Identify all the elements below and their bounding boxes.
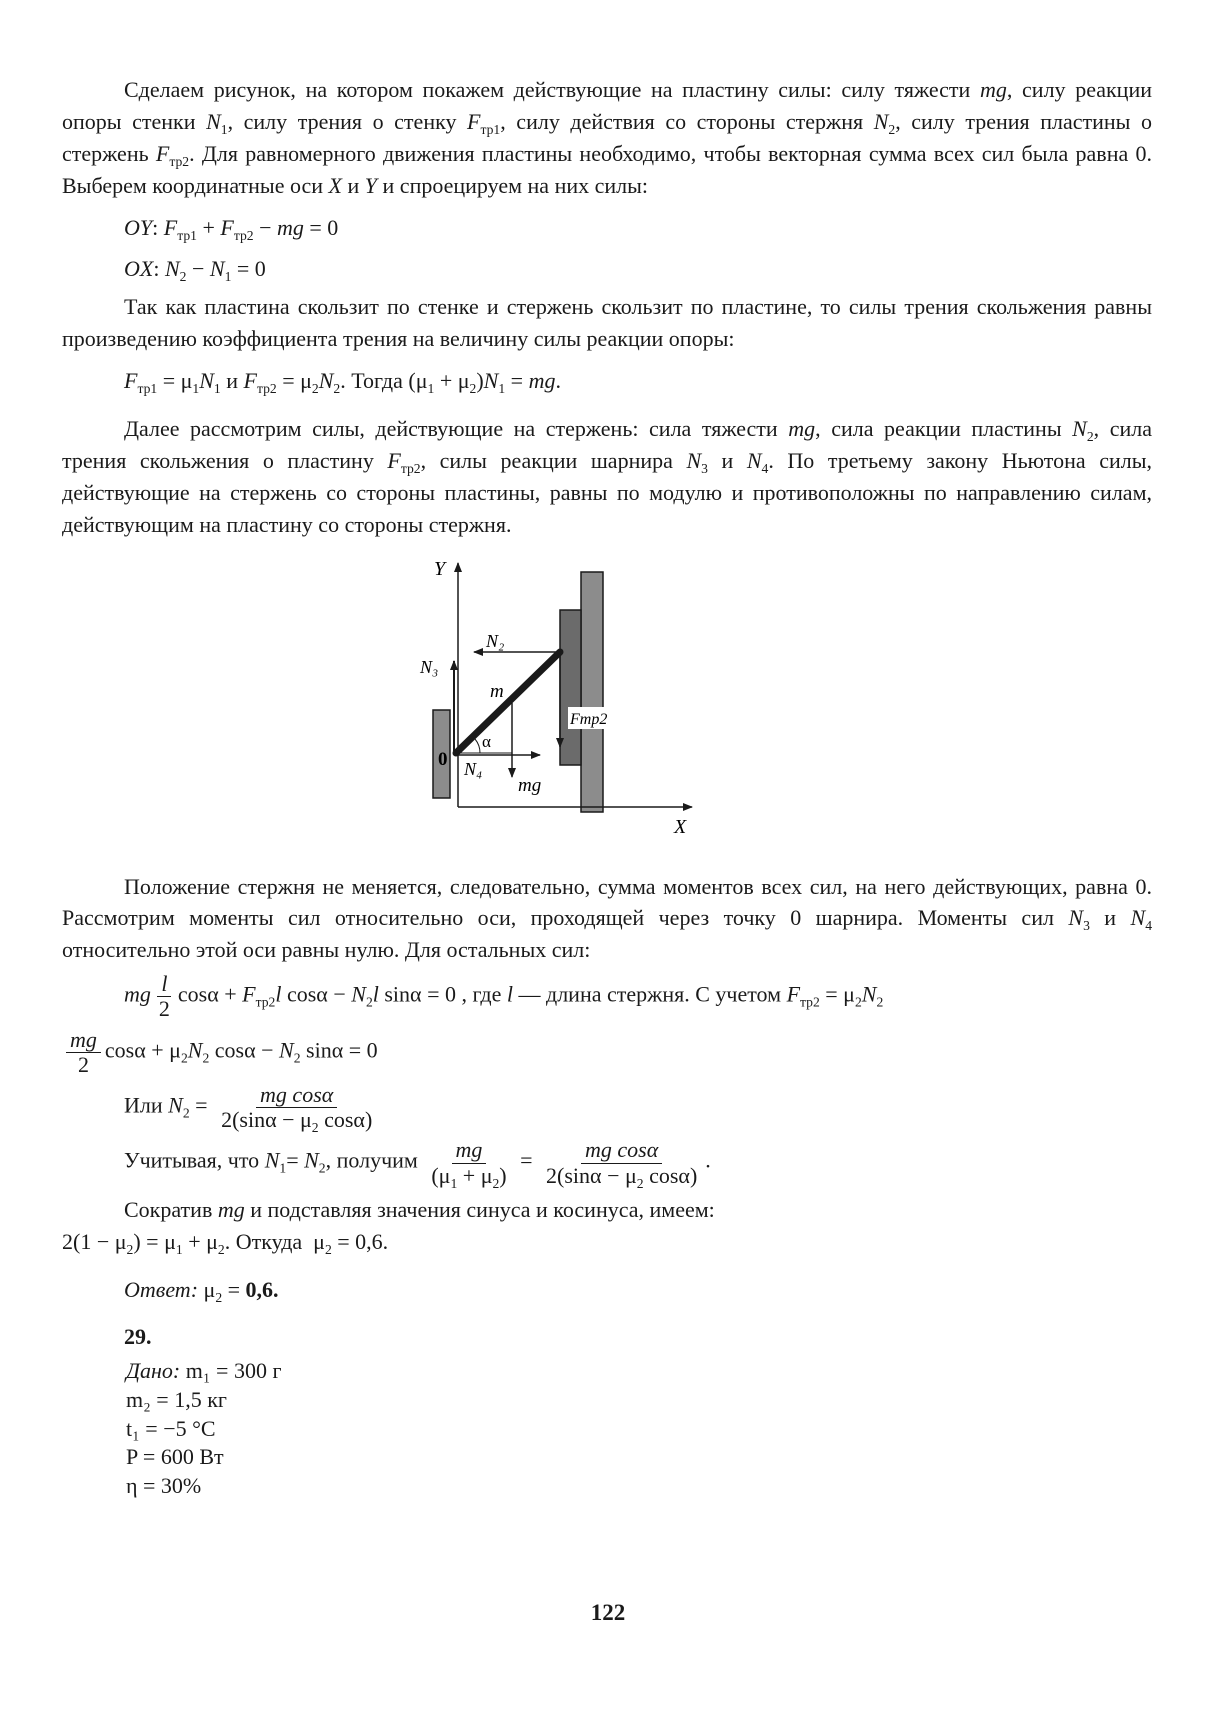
given-block <box>62 1357 1152 1500</box>
origin-label: 0 <box>438 748 448 770</box>
paragraph-friction: Так как пластина скользит по стенке и стержень скользит по пластине, то силы трения скольжения равны произведению коэффициента трения на величину силы реакции опоры: <box>62 294 1152 352</box>
mg-label: mg <box>518 774 542 796</box>
given-m2: m₂ = 1,5 кг <box>126 1386 227 1412</box>
y-axis-label: Y <box>434 557 446 580</box>
given-p: P = 600 Вт <box>126 1444 224 1470</box>
n2-label: N₂ <box>486 630 505 651</box>
equation-oy: OY: $F_{тр1} + F_{тр2}$ − mg = 0 <box>124 214 339 243</box>
equation-moment-2: $\frac{mg}{2}$ $\cos\alpha + \mu_2N_2$ $\cos\alpha - N_2$ sinα = 0 <box>62 1028 1152 1077</box>
page-content <box>62 74 1152 1500</box>
equation-moment: mg $\frac{l}{2}$ $\cos\alpha + F_{тр2}l$ $\cos\alpha - N_2l$ sinα = 0 , где l — длина стержня. С учетом $F_{тр2} = \mu_2N_2$ <box>124 971 884 1022</box>
given-label: Дано: <box>126 1358 181 1384</box>
answer: Ответ: $\mu_2 = 0,6$. <box>124 1276 279 1305</box>
given-eta: η = 30% <box>126 1472 202 1498</box>
paragraph-simplify: Сократив mg и подставляя значения синуса и косинуса, имеем: <box>124 1196 715 1222</box>
n3-label: N₃ <box>420 656 439 677</box>
rod <box>456 652 560 753</box>
x-axis-label: X <box>674 815 687 838</box>
equation-equal-normals: Учитывая, что $N_1= N_2$, получим $\frac{mg}{(\mu_1 + \mu_2)}$ = $\frac{\text{mg cosα}}{2(\sin\alpha - \mu_2 \cos\alpha)}$ . <box>124 1137 711 1191</box>
force-diagram-svg <box>62 555 1152 855</box>
alpha-label: α <box>482 731 491 751</box>
angle-arc <box>475 739 480 753</box>
paragraph-forces-on-plate: Сделаем рисунок, на котором покажем действующие на пластину силы: силу тяжести mg, силу реакции опоры стенки $N_1$, силу трения о стенку $F_{тр1}$, силу действия со стороны стержня $N_2$, силу трения пластины о стержень $F_{тр2}$. Для равномерного движения пластины необходимо, чтобы векторная сумма всех сил была равна 0. Выберем координатные оси X и Y и спроецируем на них силы: <box>62 77 1153 198</box>
plate <box>560 610 581 765</box>
paragraph-moments: Положение стержня не меняется, следовательно, сумма моментов всех сил, на него действующих, равна 0. Рассмотрим моменты сил относительно оси, проходящей через точку 0 шарнира. Моменты сил $N_3$ и $N_4$ относительно этой оси равны нулю. Для остальных сил: <box>62 873 1152 963</box>
equation-friction: $F_{тр1} = \mu_1N_1$ и $F_{тр2} = \mu_2N_2$. Тогда $(\mu_1 + \mu_2)N_1$ = mg. <box>124 368 561 396</box>
paragraph-forces-on-rod: Далее рассмотрим силы, действующие на стержень: сила тяжести mg, сила реакции пластины $N_2$, сила трения скольжения о пластину $F_{тр2}$, силы реакции шарнира $N_3$ и $N_4$. По третьему закону Ньютона силы, действующие на стержень со стороны пластины, равны по модулю и противоположны по направлению силам, действующим на пластину со стороны стержня. <box>62 416 1153 537</box>
problem-number: 29. <box>124 1324 152 1350</box>
force-diagram <box>62 555 1152 855</box>
page-number: 122 <box>590 1600 626 1625</box>
given-t1: t₁ = −5 °C <box>126 1415 216 1441</box>
ftr2-label: Fтр2 <box>570 710 608 728</box>
n4-label: N₄ <box>464 758 483 779</box>
given-m1: m₁ = 300 г <box>185 1358 282 1384</box>
wall <box>581 572 603 812</box>
equation-ox: OX: $N_2 - N_1 = 0$ <box>124 256 266 285</box>
given-line-1 <box>62 1357 1152 1386</box>
equation-final: $2(1 - \mu_2) = \mu_1 + \mu_2$. Откуда $\mu_2 = 0,6$. <box>62 1228 389 1257</box>
m-label: m <box>490 680 504 702</box>
equation-n2: Или $N_2$ = $\frac{\text{mg cosα}}{2(\sin\alpha - \mu_2 \cos\alpha)}$ <box>124 1082 373 1135</box>
